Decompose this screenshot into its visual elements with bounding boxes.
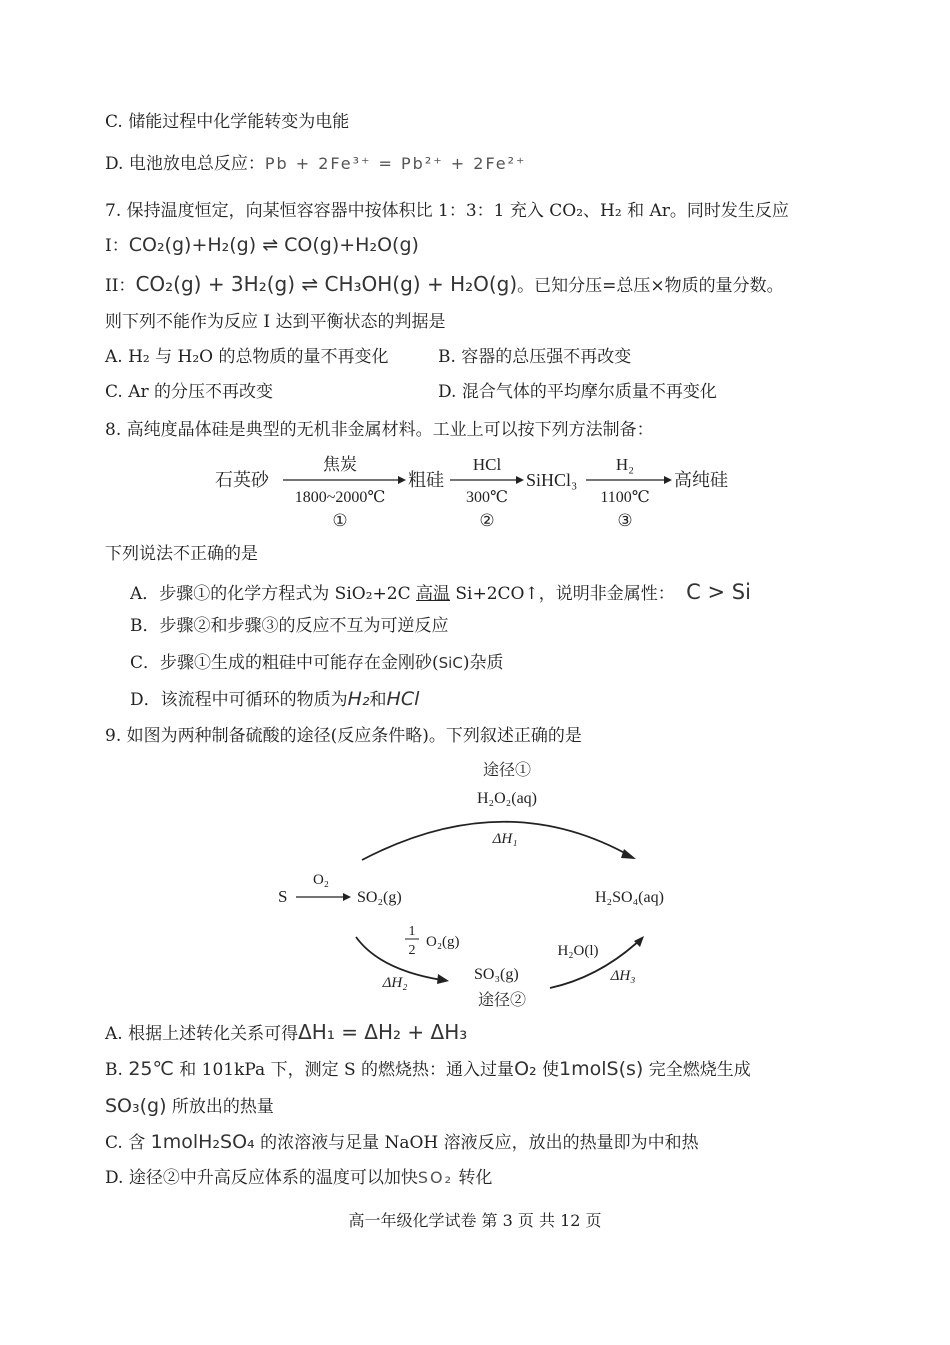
diagram-path-2-label: 途径② xyxy=(477,992,527,1009)
diagram-o2: O₂ xyxy=(312,872,330,888)
q9-option-b-text-3: 完全燃烧生成 xyxy=(643,1060,751,1080)
q8-question: 下列说法不正确的是 xyxy=(105,544,258,564)
diagram-dh2: ΔH₂ xyxy=(382,975,408,991)
q7-option-a: A. H₂ 与 H₂O 的总物质的量不再变化 xyxy=(105,347,389,367)
q9-option-d-text-1: D. 途径②中升高反应体系的温度可以加快 xyxy=(105,1168,418,1188)
q9-option-b-label: B. xyxy=(105,1060,129,1080)
q8-option-a-formula: C > Si xyxy=(686,580,751,604)
q9-option-c-formula: 1molH₂SO₄ xyxy=(150,1131,255,1153)
q7-reaction-2-label: II： xyxy=(105,276,136,296)
flow-reagent-2: HCl xyxy=(472,455,502,474)
diagram-s: S xyxy=(278,887,288,906)
q9-option-b-text-1: 和 101kPa 下，测定 S 的燃烧热：通入过量 xyxy=(173,1060,515,1080)
q7-question: 则下列不能作为反应 I 达到平衡状态的判据是 xyxy=(105,312,446,332)
flow-node-sihcl3: SiHCl₃ xyxy=(526,470,578,490)
q8-option-d-text: D．该流程中可循环的物质为 xyxy=(130,690,348,710)
q6-option-d xyxy=(105,152,526,176)
q9-option-b-sulfur: 1molS(s) xyxy=(559,1058,644,1080)
flow-condition-3: 1100℃ xyxy=(600,489,650,506)
flow-reagent-1: 焦炭 xyxy=(323,455,357,474)
q7-options-row-1 xyxy=(105,345,389,369)
flow-condition-2: 300℃ xyxy=(466,489,508,506)
q6-option-d-formula: Pb + 2Fe³⁺ = Pb²⁺ + 2Fe²⁺ xyxy=(264,154,527,173)
q8-stem: 8. 高纯度晶体硅是典型的无机非金属材料。工业上可以按下列方法制备： xyxy=(105,420,654,440)
q8-option-c-text-2: )杂质 xyxy=(462,653,504,673)
diagram-so3: SO₃(g) xyxy=(474,966,519,983)
q8-option-d xyxy=(130,687,419,712)
flow-node-quartz-sand: 石英砂 xyxy=(215,470,269,490)
q7-reaction-2-equation: CO₂(g) + 3H₂(g) ⇌ CH₃OH(g) + H₂O(g) xyxy=(135,272,518,296)
diagram-dh1: ΔH₁ xyxy=(492,831,518,847)
q7-reaction-1-label: I： xyxy=(105,236,129,256)
q7-option-c: C. Ar 的分压不再改变 xyxy=(105,382,274,402)
diagram-h2o2: H₂O₂(aq) xyxy=(476,790,538,807)
flow-node-crude-silicon: 粗硅 xyxy=(408,470,444,490)
q9-option-d-formula: SO₂ xyxy=(417,1168,454,1187)
diagram-so2: SO₂(g) xyxy=(357,889,402,906)
flow-step-1: ① xyxy=(332,511,348,530)
q9-option-d xyxy=(105,1166,492,1190)
q7-stem: 7. 保持温度恒定，向某恒容容器中按体积比 1：3：1 充入 CO₂、H₂ 和 Ar。同时发生反应 xyxy=(105,201,789,221)
q8-option-c-formula: SiC xyxy=(438,654,463,672)
q8-option-a xyxy=(130,580,751,606)
q9-reaction-diagram xyxy=(260,755,680,1015)
diagram-path-1-label: 途径① xyxy=(482,762,532,779)
diagram-h2o: H₂O(l) xyxy=(557,943,599,959)
q9-option-b-temp: 25℃ xyxy=(128,1058,174,1080)
q9-option-b-line-2 xyxy=(105,1094,274,1119)
flow-node-pure-silicon: 高纯硅 xyxy=(674,470,728,490)
diagram-half-numerator: 1 xyxy=(408,924,416,939)
q6-option-c: C. 储能过程中化学能转变为电能 xyxy=(105,112,350,132)
q9-option-a-text: A. 根据上述转化关系可得 xyxy=(105,1024,299,1044)
q8-option-a-condition: 高温 xyxy=(416,584,450,604)
q9-option-d-text-2: 转化 xyxy=(453,1168,493,1188)
q8-option-c-text-1: C．步骤①生成的粗硅中可能存在金刚砂( xyxy=(130,653,439,673)
q8-option-b: B．步骤②和步骤③的反应不互为可逆反应 xyxy=(130,616,449,636)
q9-option-c-text-1: C. 含 xyxy=(105,1133,151,1153)
q9-option-b-line-1 xyxy=(105,1057,751,1082)
diagram-half-denominator: 2 xyxy=(408,943,416,958)
flow-step-3: ③ xyxy=(617,511,633,530)
q8-option-d-formula-2: HCl xyxy=(386,688,420,710)
page-footer: 高一年级化学试卷 第 3 页 共 12 页 xyxy=(348,1211,602,1230)
q9-stem: 9. 如图为两种制备硫酸的途径(反应条件略)。下列叙述正确的是 xyxy=(105,726,582,746)
q9-option-a-formula: ΔH₁ = ΔH₂ + ΔH₃ xyxy=(298,1020,468,1044)
flow-step-2: ② xyxy=(479,511,495,530)
q7-reaction-1-equation: CO₂(g)+H₂(g) ⇌ CO(g)+H₂O(g) xyxy=(128,234,419,256)
q9-option-b-text-2: 使 xyxy=(536,1060,560,1080)
q9-option-b-o2: O₂ xyxy=(514,1058,537,1080)
q8-option-c xyxy=(130,651,503,675)
q6-option-d-text: D. 电池放电总反应： xyxy=(105,154,265,174)
q9-option-c-text-2: 的浓溶液与足量 NaOH 溶液反应，放出的热量即为中和热 xyxy=(254,1133,699,1153)
q8-option-a-text-1: A．步骤①的化学方程式为 SiO₂+2C xyxy=(130,584,416,604)
q9-option-b-so3: SO₃(g) xyxy=(105,1095,167,1117)
flow-condition-1: 1800~2000℃ xyxy=(294,489,386,506)
q7-option-d: D. 混合气体的平均摩尔质量不再变化 xyxy=(438,382,717,402)
q9-option-c xyxy=(105,1130,699,1155)
diagram-dh3: ΔH₃ xyxy=(610,968,636,984)
q8-flow-diagram xyxy=(200,450,760,535)
q8-option-d-and: 和 xyxy=(369,690,387,710)
diagram-half-o2: O₂(g) xyxy=(426,934,460,950)
q8-option-a-text-2: Si+2CO↑，说明非金属性： xyxy=(450,584,675,604)
diagram-h2so4: H₂SO₄(aq) xyxy=(595,889,664,906)
q7-reaction-1 xyxy=(105,233,419,258)
flow-reagent-3: H₂ xyxy=(615,455,635,474)
q7-reaction-2-suffix: 。已知分压=总压×物质的量分数。 xyxy=(517,276,784,296)
q9-option-a xyxy=(105,1020,467,1046)
q7-reaction-2 xyxy=(105,272,784,298)
q8-option-d-formula-1: H₂ xyxy=(347,688,370,710)
q7-option-b: B. 容器的总压强不再改变 xyxy=(438,347,632,367)
q9-option-b-text-4: 所放出的热量 xyxy=(166,1097,274,1117)
